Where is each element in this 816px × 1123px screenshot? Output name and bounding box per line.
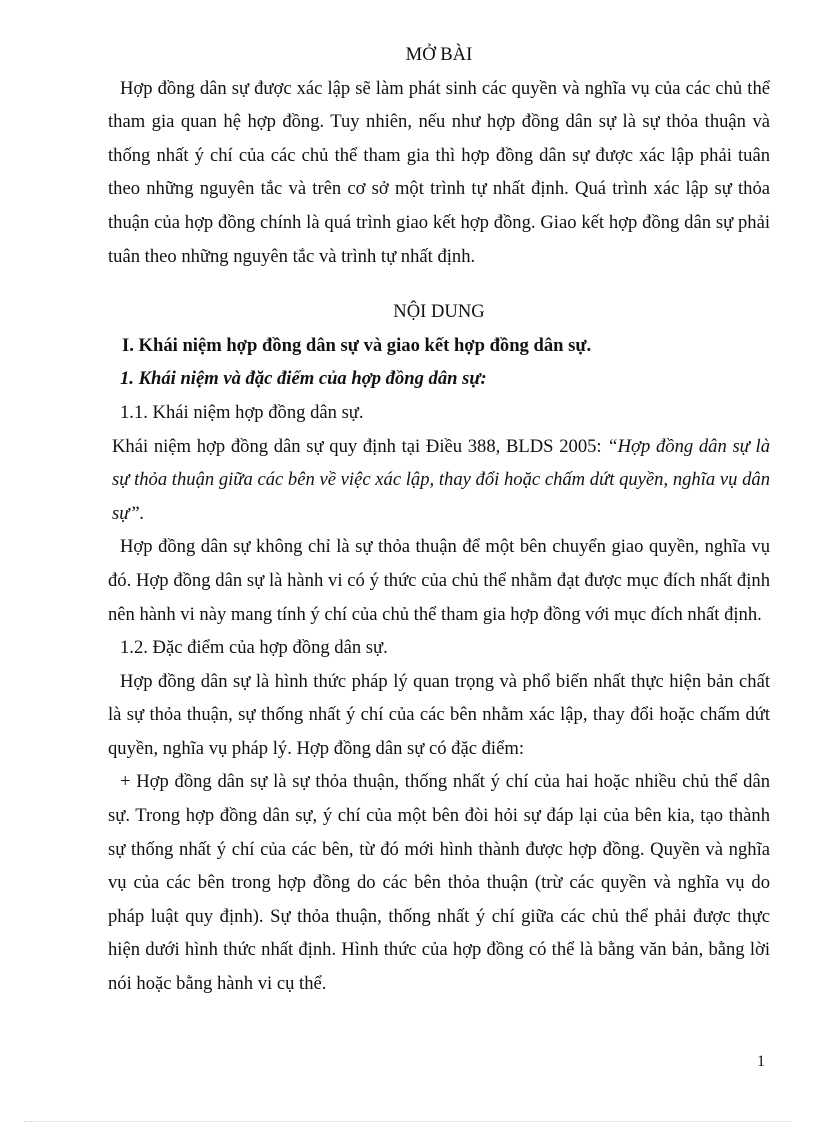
content-heading: NỘI DUNG: [393, 301, 485, 323]
page-bottom-divider: [24, 1121, 792, 1122]
paragraph-3: Hợp đồng dân sự là hình thức pháp lý quan trọng và phổ biến nhất thực hiện bản chất là sự thỏa thuận, sự thống nhất ý chí của các bên nhằm xác lập, thay đổi hoặc chấm dứt quyền, nghĩa vụ pháp lý. Hợp đồng dân sự có đặc điểm:: [108, 670, 770, 759]
definition-paragraph: [108, 430, 770, 531]
document-body: [108, 38, 770, 1001]
paragraph-4: + Hợp đồng dân sự là sự thỏa thuận, thống nhất ý chí của hai hoặc nhiều chủ thể dân sự. Trong hợp đồng dân sự, ý chí của một bên đòi hỏi sự đáp lại của bên kia, tạo thành sự thống nhất ý chí của các bên, từ đó mới hình thành được hợp đồng. Quyền và nghĩa vụ của các bên trong hợp đồng do các bên thỏa thuận (trừ các quyền và nghĩa vụ do pháp luật quy định). Sự thỏa thuận, thống nhất ý chí giữa các chủ thể phải được thực hiện dưới hình thức nhất định. Hình thức của hợp đồng có thể là bằng văn bản, bằng lời nói hoặc bằng hành vi cụ thể.: [108, 771, 770, 995]
page-number: 1: [757, 1053, 765, 1070]
intro-heading: MỞ BÀI: [405, 44, 473, 65]
item-1-2-heading: 1.2. Đặc điểm của hợp đồng dân sự.: [120, 637, 388, 659]
item-1-1-heading: 1.1. Khái niệm hợp đồng dân sự.: [120, 401, 364, 423]
paragraph-2: Hợp đồng dân sự không chỉ là sự thỏa thuận để một bên chuyển giao quyền, nghĩa vụ đó. Hợp đồng dân sự là hành vi có ý thức của chủ thể nhằm đạt được mục đích nhất định nên hành vi này mang tính ý chí của chủ thể tham gia hợp đồng với mục đích nhất định.: [108, 536, 770, 625]
definition-lead: Khái niệm hợp đồng dân sự quy định tại Điều 388, BLDS 2005:: [112, 435, 608, 457]
spacer: [108, 273, 770, 295]
intro-paragraph: Hợp đồng dân sự được xác lập sẽ làm phát sinh các quyền và nghĩa vụ của các chủ thể tham gia quan hệ hợp đồng. Tuy nhiên, nếu như hợp đồng dân sự là sự thỏa thuận và thống nhất ý chí của các chủ thể tham gia thì hợp đồng dân sự được xác lập phải tuân theo những nguyên tắc và trên cơ sở một trình tự nhất định. Quá trình xác lập sự thỏa thuận của hợp đồng chính là quá trình giao kết hợp đồng. Giao kết hợp đồng dân sự phải tuân theo những nguyên tắc và trình tự nhất định.: [108, 77, 770, 267]
definition-quote: “Hợp đồng dân sự là sự thỏa thuận giữa các bên về việc xác lập, thay đổi hoặc chấm dứt quyền, nghĩa vụ dân sự”.: [112, 435, 770, 524]
section-1-heading: I. Khái niệm hợp đồng dân sự và giao kết hợp đồng dân sự.: [122, 334, 592, 356]
subsection-1-heading: 1. Khái niệm và đặc điểm của hợp đồng dân sự:: [120, 368, 487, 390]
